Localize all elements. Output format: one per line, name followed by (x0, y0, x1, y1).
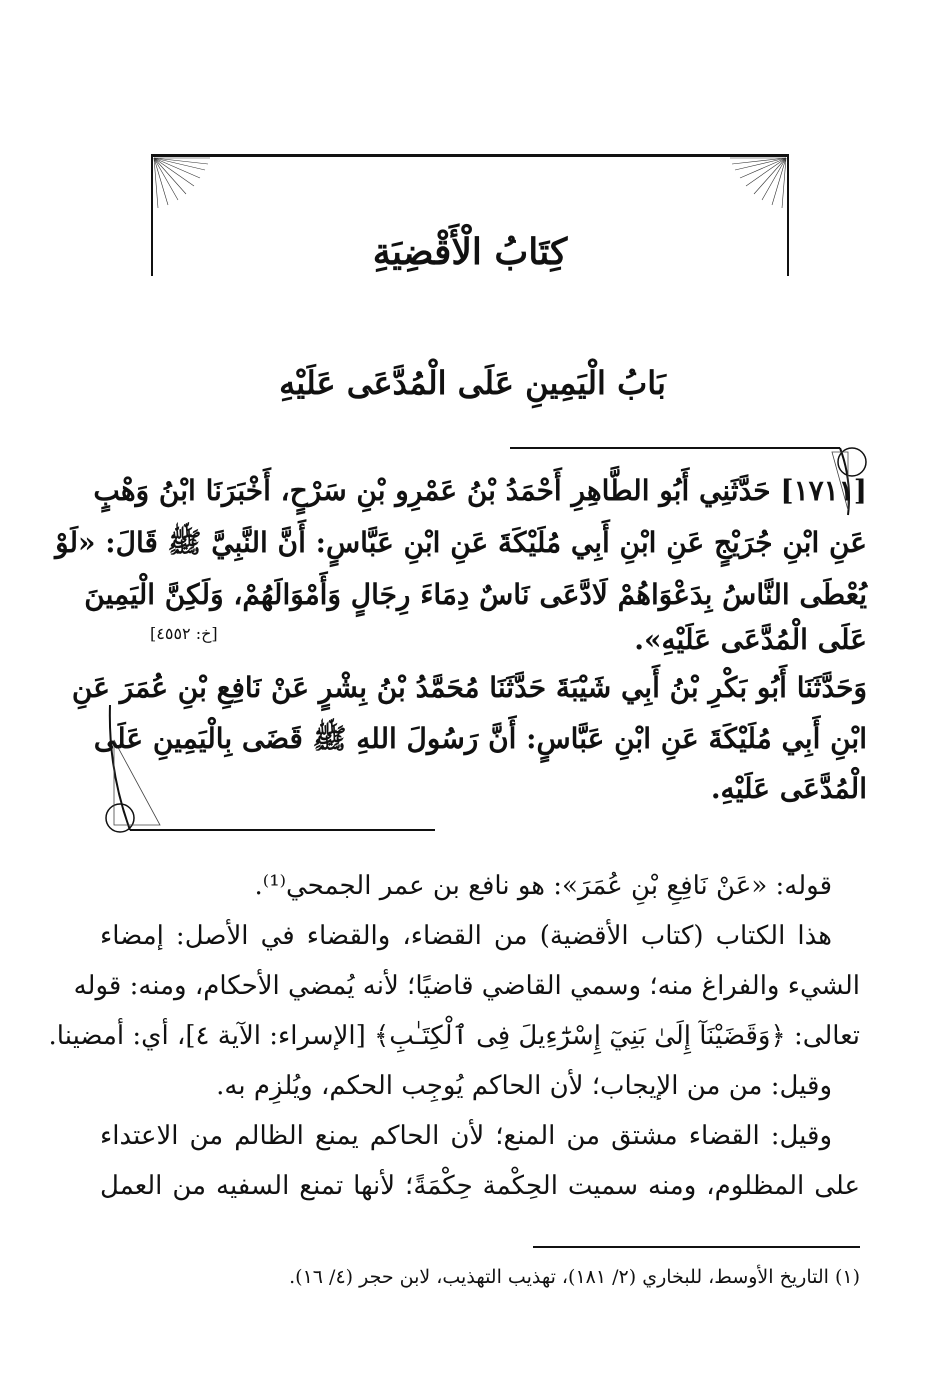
hadith-line: عَنِ ابْنِ جُرَيْجٍ عَنِ ابْنِ أَبِي مُلَيْكَةَ عَنِ ابْنِ عَبَّاسٍ: أَنَّ النَّبِيَّ ﷺ قَالَ: «لَوْ (55, 526, 867, 559)
commentary-line: تعالى: ﴿وَقَضَيْنَآ إِلَىٰ بَنِيٓ إِسْرَٰٓءِيلَ فِى ٱلْكِتَـٰبِ﴾ [الإسراء: الآية ٤]، أي: أمضينا. (48, 1021, 860, 1051)
hadith-reference: [خ: ٤٥٥٢] (150, 624, 218, 643)
commentary-line: الشيء والفراغ منه؛ وسمي القاضي قاضيًا؛ لأنه يُمضي الأحكام، ومنه: قوله (73, 971, 860, 1001)
footnote: (١) التاريخ الأوسط، للبخاري (٢/ ١٨١)، تهذيب التهذيب، لابن حجر (٤/ ١٦). (289, 1266, 860, 1288)
book-title: كِتَابُ الْأَقْضِيَةِ (372, 231, 568, 273)
commentary-line: قوله: «عَنْ نَافِعِ بْنِ عُمَرَ»: هو نافع بن عمر الجمحي⁽¹⁾. (254, 871, 832, 901)
commentary-line: وقيل: القضاء مشتق من المنع؛ لأن الحاكم يمنع الظالم من الاعتداء (100, 1121, 832, 1151)
chapter-title: بَابُ الْيَمِينِ عَلَى الْمُدَّعَى عَلَيْهِ (279, 364, 666, 402)
commentary-line: على المظلوم، ومنه سميت الحِكْمة حِكْمَةً؛ لأنها تمنع السفيه من العمل (100, 1171, 860, 1201)
hadith-line: [١٧١١] حَدَّثَنِي أَبُو الطَّاهِرِ أَحْمَدُ بْنُ عَمْرِو بْنِ سَرْحٍ، أَخْبَرَنَا ابْنُ وَهْبٍ (93, 474, 867, 507)
hadith-line: وَحَدَّثَنَا أَبُو بَكْرِ بْنُ أَبِي شَيْبَةَ حَدَّثَنَا مُحَمَّدُ بْنُ بِشْرٍ عَنْ نَافِعِ بْنِ عُمَرَ عَنِ (71, 671, 867, 704)
footnote-divider (533, 1246, 860, 1248)
hadith-line: الْمُدَّعَى عَلَيْهِ. (710, 772, 867, 805)
commentary-line: وقيل: من من الإيجاب؛ لأن الحاكم يُوجِب الحكم، ويُلزِم به. (216, 1071, 832, 1101)
commentary-line: هذا الكتاب (كتاب الأقضية) من القضاء، والقضاء في الأصل: إمضاء (100, 921, 832, 951)
hadith-line: عَلَى الْمُدَّعَى عَلَيْهِ». (634, 623, 867, 656)
hadith-line: يُعْطَى النَّاسُ بِدَعْوَاهُمْ لَادَّعَى نَاسٌ دِمَاءَ رِجَالٍ وَأَمْوَالَهُمْ، وَلَكِنَّ الْيَمِينَ (84, 578, 867, 611)
hadith-line: ابْنِ أَبِي مُلَيْكَةَ عَنِ ابْنِ عَبَّاسٍ: أَنَّ رَسُولَ اللهِ ﷺ قَضَى بِالْيَمِينِ عَلَى (93, 722, 867, 755)
